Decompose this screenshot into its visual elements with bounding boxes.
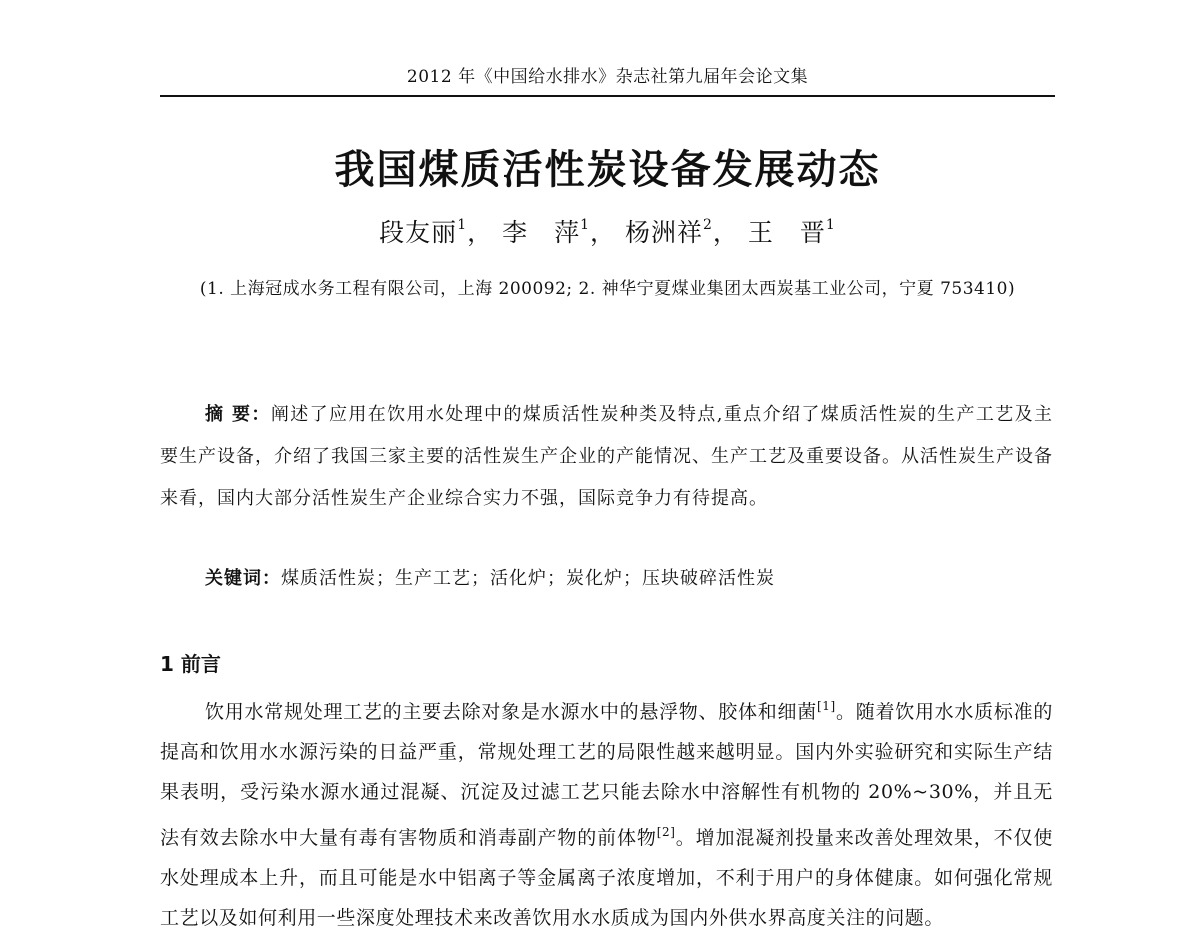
paragraph-text: 。随着饮用水水质标准的提高和饮用水水源污染的日益严重，常规处理工艺的局限性越来越明显。国内外实验研究和实际生产结果表明，受污染水源水通过混凝、沉淀及过滤工艺只能去除水中溶解性有机物的 20%~30%，并且无法有效去除水中大量有毒有害物质和消毒副产物的前体物 <box>160 701 1053 849</box>
citation-mark: [2] <box>656 825 676 839</box>
author-separator: ， <box>467 218 494 247</box>
running-header: 2012 年《中国给水排水》杂志社第九届年会论文集 <box>406 67 809 87</box>
affiliation: (1. 上海冠成水务工程有限公司，上海 200092; 2. 神华宁夏煤业集团太西炭基工业公司，宁夏 753410) <box>199 279 1016 299</box>
author-affiliation-mark: 1 <box>457 217 468 233</box>
author-affiliation-mark: 2 <box>703 217 713 233</box>
paragraph-text: 饮用水常规处理工艺的主要去除对象是水源水中的悬浮物、胶体和细菌 <box>205 701 818 723</box>
author-affiliation-mark: 1 <box>580 217 591 233</box>
abstract-label: 摘 要： <box>205 404 271 425</box>
author-name: 王 晋 <box>747 218 826 247</box>
citation-mark: [1] <box>817 699 836 713</box>
paragraph-text: 。增加混凝剂投量来改善处理效果，不仅使水处理成本上升，而且可能是水中铝离子等金属离子浓度增加，不利于用户的身体健康。如何强化常规工艺以及如何利用一些深度处理技术来改善饮用水水质成为国内外供水界高度关注的问题。 <box>160 827 1053 929</box>
author-name: 段友丽 <box>379 218 458 247</box>
header-rule <box>160 95 1055 97</box>
keywords-text: 煤质活性炭；生产工艺；活化炉；炭化炉；压块破碎活性炭 <box>281 568 775 589</box>
author-name: 杨洲祥 <box>624 218 703 247</box>
author-affiliation-mark: 1 <box>825 217 836 233</box>
author-name: 李 萍 <box>502 218 581 247</box>
abstract-text: 阐述了应用在饮用水处理中的煤质活性炭种类及特点,重点介绍了煤质活性炭的生产工艺及主要生产设备，介绍了我国三家主要的活性炭生产企业的产能情况、生产工艺及重要设备。从活性炭生产设备来看，国内大部分活性炭生产企业综合实力不强，国际竞争力有待提高。 <box>160 404 1053 509</box>
author-separator: ， <box>712 218 739 247</box>
author-list <box>160 213 1055 249</box>
abstract <box>160 394 1053 520</box>
keywords-label: 关键词： <box>205 568 281 589</box>
section-paragraph <box>160 686 1053 938</box>
paper-title: 我国煤质活性炭设备发展动态 <box>334 147 881 193</box>
author-separator: ， <box>590 218 617 247</box>
keywords <box>205 564 1055 590</box>
section-heading: 1 前言 <box>160 652 221 676</box>
